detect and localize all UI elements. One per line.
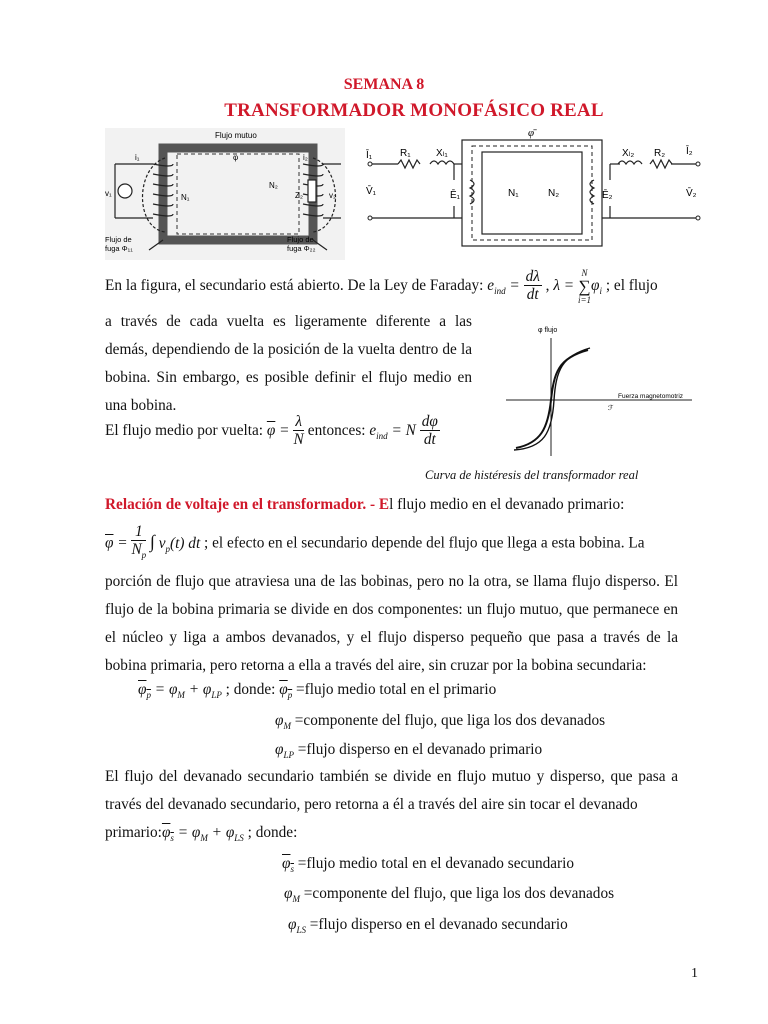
svg-text:V̄₂: V̄₂ bbox=[686, 188, 697, 199]
svg-text:φ: φ bbox=[233, 153, 239, 162]
svg-text:i₂: i₂ bbox=[303, 153, 308, 162]
label-flujo-mutuo: Flujo mutuo bbox=[215, 131, 257, 140]
section-heading: Relación de voltaje en el transformador. - E bbox=[105, 496, 390, 513]
equation-secondary-flux: $primario:\varphi_s = \varphi_M + \varphi_{LS}$ ; donde: bbox=[105, 824, 298, 844]
svg-text:N₂: N₂ bbox=[269, 181, 278, 190]
page-number: 1 bbox=[691, 966, 698, 981]
svg-text:fuga Φ₂₂: fuga Φ₂₂ bbox=[287, 244, 316, 253]
transformer-diagram-right bbox=[360, 126, 705, 254]
hysteresis-curve bbox=[496, 318, 696, 458]
week-heading: SEMANA 8 bbox=[343, 76, 425, 93]
paragraph-flujo-vuelta: a través de cada vuelta es ligeramente diferente a las demás, dependiendo de la posición de la vuelta dentro de la bobina. Sin embargo, es posible definir el flujo medio en una bobina. bbox=[105, 313, 472, 414]
svg-text:fuga Φ₁₁: fuga Φ₁₁ bbox=[105, 244, 133, 253]
transformer-diagram-left bbox=[105, 128, 345, 260]
paragraph-flujo-disperso: porción de flujo que atraviesa una de las bobinas, pero no la otra, se llama flujo disperso. El flujo de la bobina primaria se divide en dos componentes: un flujo mutuo, que permanece en el núcleo y liga a ambos devanados, y el flujo disperso pequeño que pasa a través de la bobina primaria, pero retorna a ella a través del aire, sin cruzar por la bobina secundaria: bbox=[105, 573, 678, 674]
svg-text:v₂: v₂ bbox=[329, 191, 337, 200]
svg-text:V̄₁: V̄₁ bbox=[366, 186, 377, 197]
definition-phi-ls: $\varphi_{LS}$ =flujo disperso en el devanado secundario bbox=[288, 916, 568, 936]
definition-phi-lp: $\varphi_{LP}$ =flujo disperso en el devanado primario bbox=[275, 741, 543, 761]
svg-text:N₁: N₁ bbox=[181, 193, 190, 202]
definition-phi-m: $\varphi_M$ =componente del flujo, que liga los dos devanados bbox=[275, 712, 606, 732]
svg-text:Ī₁: Ī₁ bbox=[366, 150, 373, 161]
section-relacion-voltaje: Relación de voltaje en el transformador. - El flujo medio en el devanado primario: bbox=[105, 496, 625, 513]
definition-phi-m-secundario: $\varphi_M$ =componente del flujo, que liga los dos devanados bbox=[284, 885, 615, 905]
svg-text:ℱ: ℱ bbox=[608, 404, 614, 412]
definition-phi-s: $\varphi_s$ =flujo medio total en el devanado secundario bbox=[282, 855, 575, 875]
svg-text:Ē₂: Ē₂ bbox=[602, 190, 613, 201]
svg-text:Ī₂: Ī₂ bbox=[686, 146, 693, 157]
svg-text:φ̄: φ̄ bbox=[528, 127, 535, 139]
svg-text:R₁: R₁ bbox=[400, 148, 411, 159]
svg-text:i₁: i₁ bbox=[135, 153, 140, 162]
hysteresis-caption: Curva de histéresis del transformador real bbox=[425, 468, 639, 482]
paragraph-faraday: En la figura, el secundario está abierto. De la Ley de Faraday: $e_{ind}$ = $\frac{d\lambda}{dt}$ , λ = N ∑ i=1 $\varphi_i$ ; el flujo bbox=[105, 268, 658, 305]
svg-text:Xₗ₂: Xₗ₂ bbox=[622, 148, 635, 159]
svg-text:N₂: N₂ bbox=[548, 188, 560, 199]
equation-primary-flux: $\varphi_p = \varphi_M + \varphi_{LP}$ ; donde: $\varphi_p$ =flujo medio total en el primario bbox=[138, 681, 497, 701]
svg-text:Z₂: Z₂ bbox=[295, 191, 303, 200]
equation-flujo-primario: $\overline{\varphi}$ = $\frac{1}{N_p}$ ∫ $v_p(t)$ dt ; el efecto en el secundario depende del flujo que llega a esta bobina. La bbox=[105, 523, 645, 561]
svg-text:v₁: v₁ bbox=[105, 189, 112, 198]
svg-text:Flujo de: Flujo de bbox=[287, 235, 314, 244]
svg-text:N₁: N₁ bbox=[508, 188, 519, 199]
svg-text:Xₗ₁: Xₗ₁ bbox=[436, 148, 448, 159]
page-title: TRANSFORMADOR MONOFÁSICO REAL bbox=[224, 100, 604, 121]
svg-text:Fuerza magnetomotriz: Fuerza magnetomotriz bbox=[618, 393, 684, 400]
svg-text:R₂: R₂ bbox=[654, 148, 666, 159]
paragraph-flujo-medio: El flujo medio por vuelta: $\overline{\varphi}$ = $\frac{\lambda}{N}$ entonces: $e_{ind} = N$ $\frac{d\varphi}{dt}$ bbox=[105, 413, 438, 448]
paragraph-secundario: El flujo del devanado secundario también se divide en flujo mutuo y disperso, que pasa a través del devanado secundario, pero retorna a él a través del aire sin tocar el devanado bbox=[105, 768, 678, 813]
svg-text:Ē₁: Ē₁ bbox=[450, 190, 461, 201]
svg-text:Flujo de: Flujo de bbox=[105, 235, 132, 244]
svg-text:φ flujo: φ flujo bbox=[538, 327, 558, 334]
